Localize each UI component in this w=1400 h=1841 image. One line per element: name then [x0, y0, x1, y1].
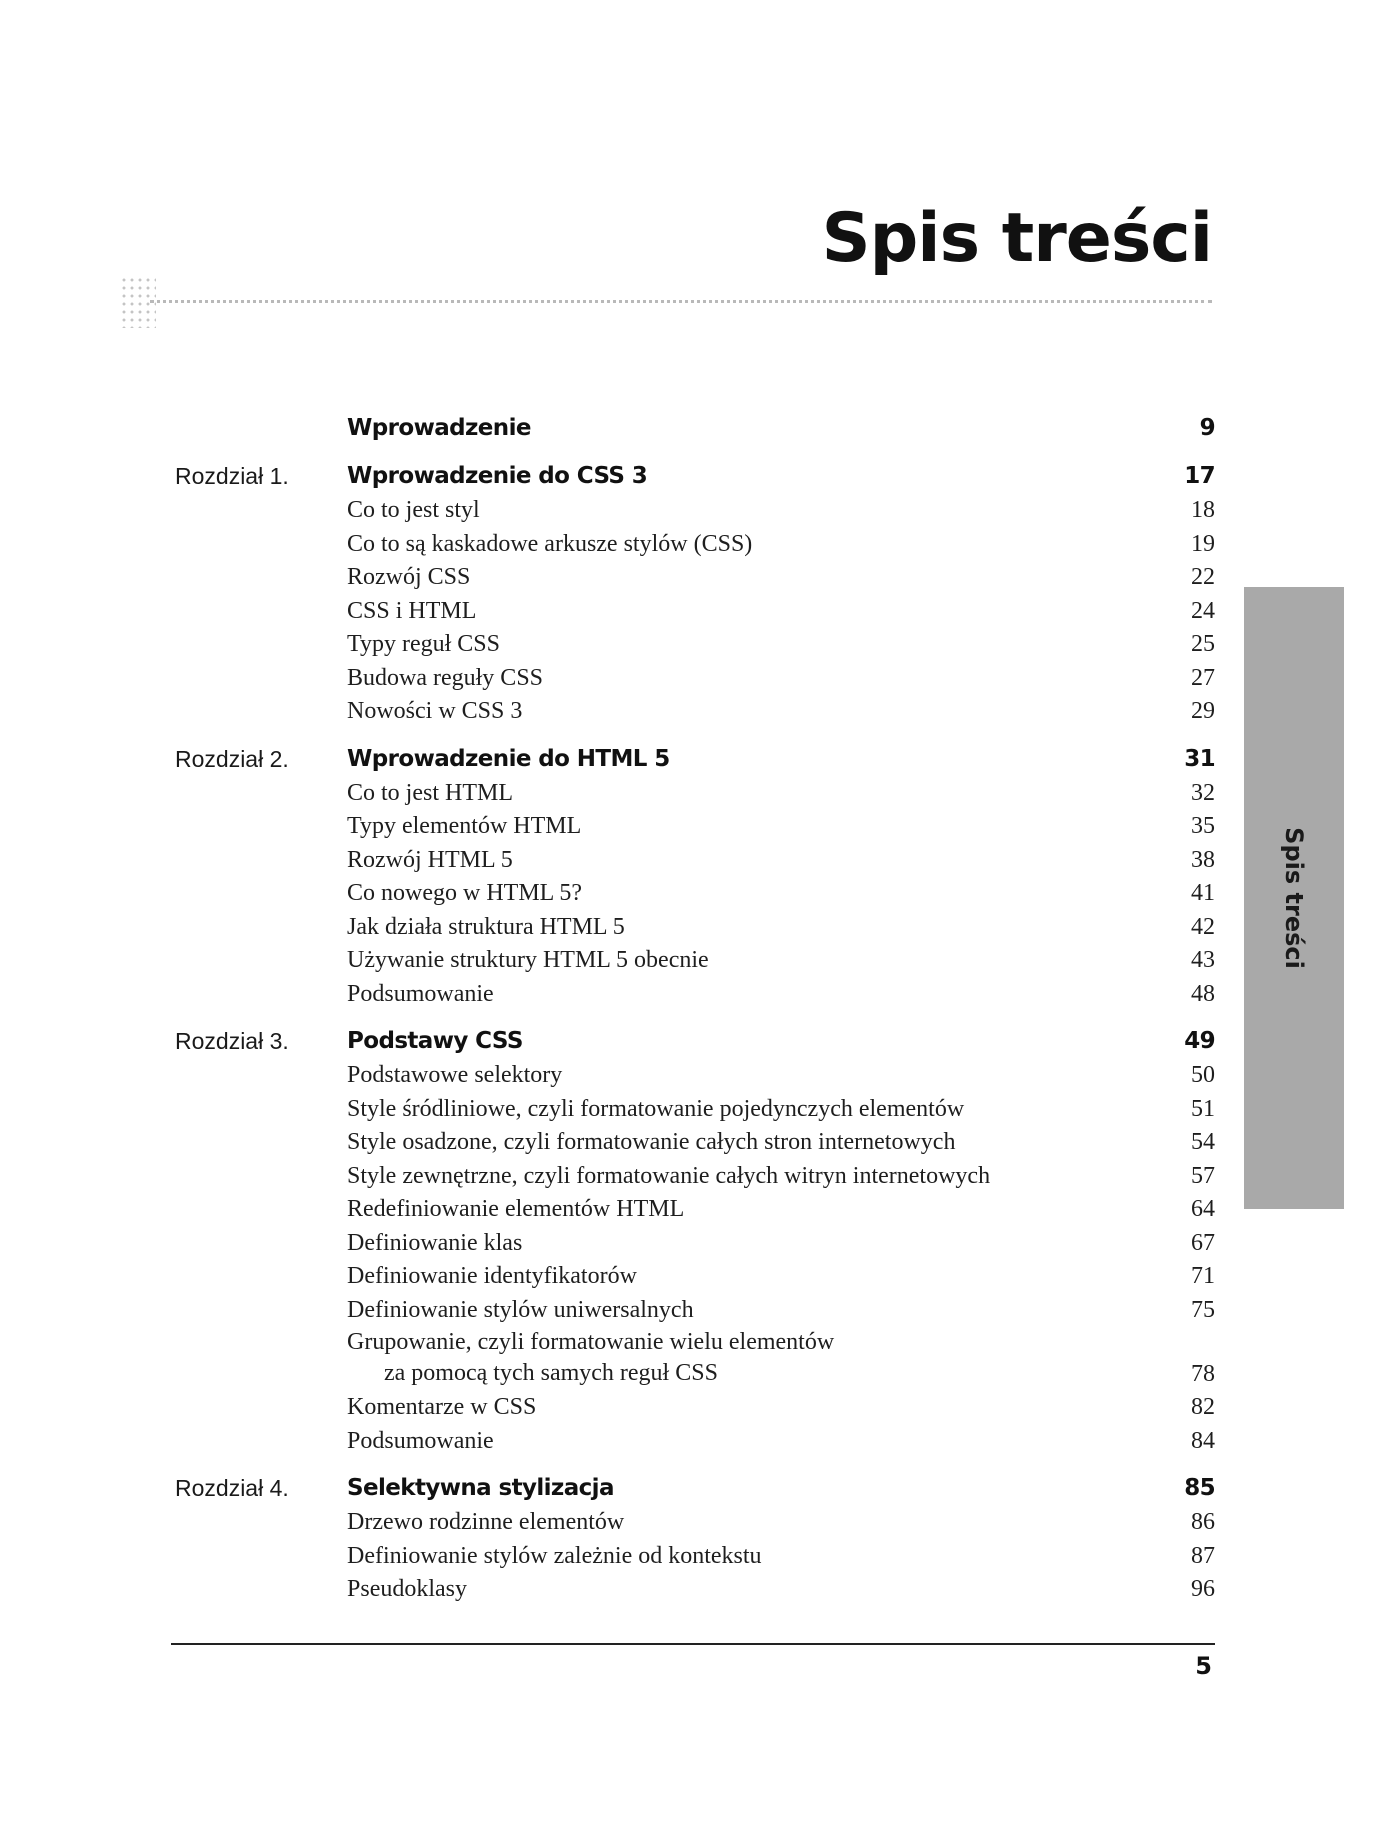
page-number: 5 — [1195, 1652, 1212, 1680]
entry-page: 96 — [1191, 1576, 1215, 1602]
page-title: Spis treści — [821, 199, 1212, 278]
toc-entry-row — [175, 595, 1215, 629]
chapter-page: 85 — [1184, 1475, 1215, 1501]
toc-entry-row — [175, 528, 1215, 562]
entry-page: 86 — [1191, 1509, 1215, 1535]
entry-title: Co to jest HTML — [347, 779, 513, 806]
toc-chapter-row — [175, 1023, 1215, 1059]
toc-chapter-row — [175, 410, 1215, 446]
toc-entry-row — [175, 662, 1215, 696]
entry-title: Typy reguł CSS — [347, 631, 500, 657]
entry-page: 51 — [1191, 1095, 1215, 1122]
entry-page: 64 — [1191, 1196, 1215, 1222]
entry-title: Style śródliniowe, czyli formatowanie pojedynczych elementów — [347, 1095, 965, 1122]
entry-title: Podsumowanie — [347, 1427, 494, 1454]
toc-entry-row — [175, 877, 1215, 911]
entry-page: 27 — [1191, 664, 1215, 691]
chapter-title: Wprowadzenie — [347, 415, 531, 441]
toc-entry-row — [175, 1425, 1215, 1459]
entry-page: 32 — [1191, 779, 1215, 806]
entry-page: 24 — [1191, 597, 1215, 624]
entry-title: Pseudoklasy — [347, 1576, 467, 1602]
toc-entry-row — [175, 1294, 1215, 1328]
toc-entry-row — [175, 844, 1215, 878]
entry-page: 19 — [1191, 530, 1215, 557]
entry-title: Definiowanie klas — [347, 1229, 523, 1256]
entry-title: Rozwój HTML 5 — [347, 846, 513, 873]
toc-entry-row — [175, 628, 1215, 662]
entry-page: 71 — [1191, 1263, 1215, 1289]
entry-title: Definiowanie identyfikatorów — [347, 1263, 637, 1289]
entry-title: Używanie struktury HTML 5 obecnie — [347, 947, 709, 973]
chapter-label: Rozdział 1. — [175, 463, 289, 489]
entry-page: 84 — [1191, 1427, 1215, 1454]
toc-entry-row — [175, 1506, 1215, 1540]
entry-title: Budowa reguły CSS — [347, 664, 544, 691]
toc-entry-row — [175, 695, 1215, 729]
entry-title: Drzewo rodzinne elementów — [347, 1509, 625, 1535]
entry-title-line2: za pomocą tych samych reguł CSS — [384, 1360, 718, 1386]
entry-page: 75 — [1191, 1296, 1215, 1323]
entry-title: Definiowanie stylów uniwersalnych — [347, 1296, 694, 1323]
toc-chapter-row — [175, 458, 1215, 494]
toc-entry-row — [175, 777, 1215, 811]
entry-title: Co nowego w HTML 5? — [347, 880, 583, 906]
side-tab-label: Spis treści — [1280, 827, 1308, 969]
entry-title: Jak działa struktura HTML 5 — [347, 913, 625, 940]
toc-entry-row — [175, 1327, 1215, 1391]
entry-title: Co to jest styl — [347, 497, 480, 523]
toc-chapter-row — [175, 1470, 1215, 1506]
entry-title: Style osadzone, czyli formatowanie całych stron internetowych — [347, 1129, 956, 1155]
entry-page: 35 — [1191, 813, 1215, 839]
entry-title: Rozwój CSS — [347, 564, 471, 590]
toc-entry-row — [175, 1260, 1215, 1294]
entry-page: 29 — [1191, 698, 1215, 724]
toc-entry-row — [175, 1193, 1215, 1227]
entry-title: Podstawowe selektory — [347, 1062, 563, 1088]
entry-page: 57 — [1191, 1162, 1215, 1189]
entry-page: 41 — [1191, 880, 1215, 906]
chapter-page: 31 — [1184, 745, 1215, 772]
chapter-title: Wprowadzenie do CSS 3 — [347, 463, 648, 489]
entry-page: 87 — [1191, 1542, 1215, 1569]
toc-entry-row — [175, 1160, 1215, 1194]
entry-page: 38 — [1191, 846, 1215, 873]
chapter-title: Wprowadzenie do HTML 5 — [347, 745, 670, 772]
chapter-page: 49 — [1184, 1028, 1215, 1054]
table-of-contents — [175, 410, 1215, 1607]
entry-page: 22 — [1191, 564, 1215, 590]
entry-title-line1: Grupowanie, czyli formatowanie wielu elementów — [347, 1329, 835, 1355]
entry-page: 50 — [1191, 1062, 1215, 1088]
chapter-title: Selektywna stylizacja — [347, 1475, 614, 1501]
dotted-rule — [150, 300, 1212, 303]
chapter-label: Rozdział 2. — [175, 745, 289, 772]
entry-page: 48 — [1191, 980, 1215, 1007]
entry-title: Redefiniowanie elementów HTML — [347, 1196, 685, 1222]
toc-entry-row — [175, 1573, 1215, 1607]
side-tab — [1244, 587, 1344, 1209]
toc-entry-row — [175, 494, 1215, 528]
entry-title: CSS i HTML — [347, 597, 477, 624]
chapter-page: 9 — [1199, 415, 1215, 441]
toc-entry-row — [175, 1126, 1215, 1160]
toc-entry-row — [175, 978, 1215, 1012]
toc-entry-row — [175, 911, 1215, 945]
chapter-label: Rozdział 3. — [175, 1028, 289, 1054]
entry-page: 67 — [1191, 1229, 1215, 1256]
toc-chapter-row — [175, 741, 1215, 777]
toc-entry-row — [175, 1540, 1215, 1574]
entry-title: Komentarze w CSS — [347, 1394, 537, 1420]
entry-title: Co to są kaskadowe arkusze stylów (CSS) — [347, 530, 753, 557]
entry-page: 25 — [1191, 631, 1215, 657]
toc-entry-row — [175, 1059, 1215, 1093]
toc-entry-row — [175, 810, 1215, 844]
entry-page: 54 — [1191, 1129, 1215, 1155]
entry-title: Nowości w CSS 3 — [347, 698, 523, 724]
entry-page: 42 — [1191, 913, 1215, 940]
chapter-page: 17 — [1184, 463, 1215, 489]
entry-page: 18 — [1191, 497, 1215, 523]
chapter-title: Podstawy CSS — [347, 1028, 523, 1054]
toc-entry-row — [175, 944, 1215, 978]
toc-entry-row — [175, 561, 1215, 595]
entry-title: Definiowanie stylów zależnie od kontekstu — [347, 1542, 762, 1569]
entry-page: 43 — [1191, 947, 1215, 973]
entry-title: Style zewnętrzne, czyli formatowanie całych witryn internetowych — [347, 1162, 991, 1189]
toc-entry-row — [175, 1093, 1215, 1127]
chapter-label: Rozdział 4. — [175, 1475, 289, 1501]
entry-page: 78 — [1191, 1361, 1215, 1387]
entry-page: 82 — [1191, 1394, 1215, 1420]
entry-title — [347, 1327, 834, 1389]
toc-entry-row — [175, 1391, 1215, 1425]
entry-title: Typy elementów HTML — [347, 813, 582, 839]
footer-rule — [171, 1643, 1215, 1645]
toc-entry-row — [175, 1227, 1215, 1261]
entry-title: Podsumowanie — [347, 980, 494, 1007]
